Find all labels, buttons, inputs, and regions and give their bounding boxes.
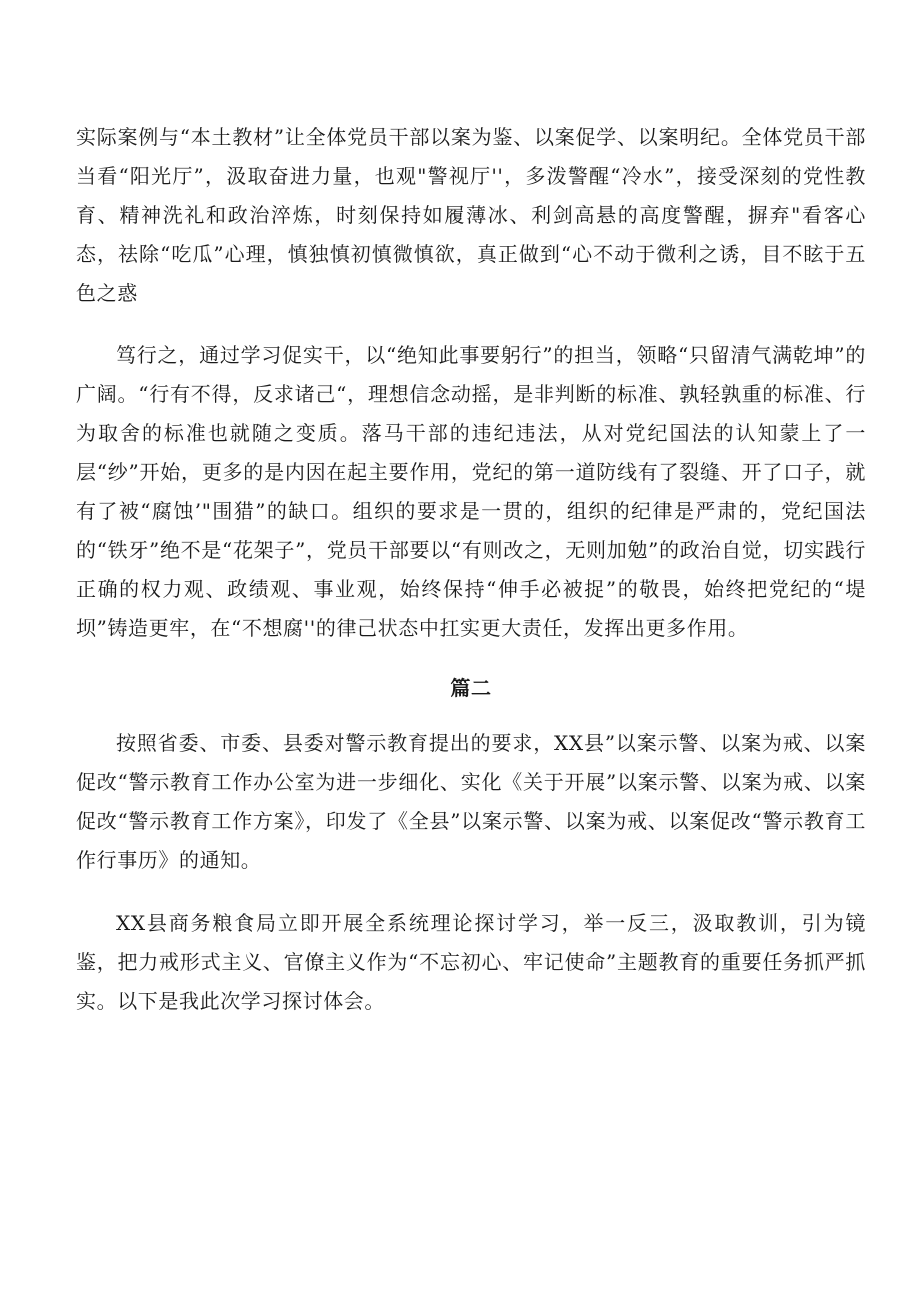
section-heading: 篇二 <box>450 676 492 700</box>
paragraph-practice: 笃行之，通过学习促实干，以“绝知此事要躬行”的担当，领略“只留清气满乾坤”的广阔。“行有不得，反求诸己“，理想信念动摇，是非判断的标准、孰轻孰重的标准、行为取舍的标准也就随之变质。落马干部的违纪违法，从对党纪国法的认知蒙上了一层“纱”开始，更多的是内因在起主要作用，党纪的第一道防线有了裂缝、开了口子，就有了被“腐蚀’"围猎”的缺口。组织的要求是一贯的，组织的纪律是严肃的，党纪国法的“铁牙”绝不是“花架子”，党员干部要以“有则改之，无则加勉”的政治自觉，切实践行正确的权力观、政绩观、事业观，始终保持“伸手必被捉”的敬畏，始终把党纪的“堤坝”铸造更牢，在“不想腐''的律己状态中扛实更大责任，发挥出更多作用。 <box>76 343 866 640</box>
document-body <box>76 118 866 1021</box>
paragraph-requirements: 按照省委、市委、县委对警示教育提出的要求，XX县”以案示警、以案为戒、以案促改“警示教育工作办公室为进一步细化、实化《关于开展”以案示警、以案为戒、以案促改“警示教育工作方案》，印发了《全县”以案示警、以案为戒、以案促改“警示教育工作行事历》的通知。 <box>76 731 866 872</box>
paragraph-lessons-from-cases: 实际案例与“本土教材”让全体党员干部以案为鉴、以案促学、以案明纪。全体党员干部当看“阳光厅”，汲取奋进力量，也观"警视厅''，多泼警醒“冷水”，接受深刻的党性教育、精神洗礼和政治淬炼，时刻保持如履薄冰、利剑高悬的高度警醒，摒弃"看客心态，祛除“吃瓜”心理，慎独慎初慎微慎欲，真正做到“心不动于微利之诱，目不眩于五色之惑 <box>76 125 866 305</box>
paragraph-bureau-study: XX县商务粮食局立即开展全系统理论探讨学习，举一反三，汲取教训，引为镜鉴，把力戒形式主义、官僚主义作为“不忘初心、牢记使命”主题教育的重要任务抓严抓实。以下是我此次学习探讨体会。 <box>76 911 866 1013</box>
